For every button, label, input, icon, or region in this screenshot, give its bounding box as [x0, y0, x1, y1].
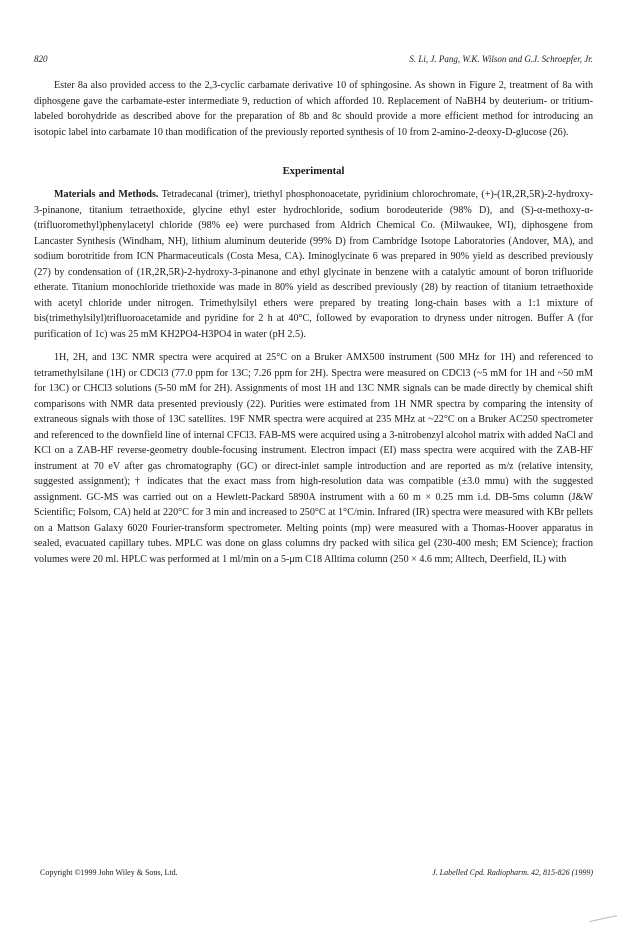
materials-runin-heading: Materials and Methods. — [54, 189, 159, 200]
materials-text: Tetradecanal (trimer), triethyl phosphonoacetate, pyridinium chlorochromate, (+)-(1R,2R,5R)-2-hydroxy-3-pinanone, titanium tetraethoxide, glycine ethyl ester hydrochloride, sodium borodeuteride (98% D), and (S)-α-methoxy-α-(trifluoromethyl)phenylacetyl chloride (98% ee) were purchased from Aldrich Chemical Co. (Milwaukee, WI), diphosgene from Lancaster Synthesis (Windham, NH), lithium aluminum deuteride (99% D) from Cambridge Isotope Laboratories (Andover, MA), and sodium borotritide from ICN Pharmaceuticals (Costa Mesa, CA). Iminoglycinate 6 was prepared in 90% yield as described previously (27) by condensation of (1R,2R,5R)-2-hydroxy-3-pinanone and ethyl glycinate in benzene with a catalytic amount of boron trifluoride etherate. Titanium monochloride triethoxide was made in 80% yield as described previously (28) by reaction of titanium tetraethoxide with acetyl chloride under nitrogen. Trimethylsilyl ethers were prepared by treating long-chain bases with a 1:1 mixture of bis(trimethylsilyl)trifluoroacetamide and pyridine for 2 h at 40°C, followed by evaporation to dryness under nitrogen. Buffer A (for purification of 1c) was 25 mM KH2PO4-H3PO4 in water (pH 2.5). — [34, 189, 593, 340]
page-number: 820 — [34, 54, 48, 64]
journal-citation: J. Labelled Cpd. Radiopharm. 42, 815-826 (1999) — [432, 868, 593, 877]
nmr-paragraph: 1H, 2H, and 13C NMR spectra were acquired at 25°C on a Bruker AMX500 instrument (500 MHz for 1H) and referenced to tetramethylsilane (1H) or CDCl3 (77.0 ppm for 13C; 7.26 ppm for 2H). Spectra were measured on CDCl3 (~5 mM for 1H and ~50 mM for 13C) or CHCl3 solutions (5-50 mM for 2H). Assignments of most 1H and 13C NMR signals can be made directly by chemical shift comparisons with NMR data presented previously (22). Purities were estimated from 1H NMR spectra by comparing the intensity of extraneous signals with those of 13C satellites. 19F NMR spectra were acquired at 235 MHz at ~22°C on a Bruker AC250 spectrometer and referenced to the downfield line of internal CFCl3. FAB-MS were acquired using a 3-nitrobenzyl alcohol matrix with added NaCl and KCl on a ZAB-HF reverse-geometry double-focusing instrument. Electron impact (EI) mass spectra were acquired with the ZAB-HF instrument at 70 eV after gas chromatography (GC) or direct-inlet sample introduction and are reported as m/z (relative intensity, suggested assignment); † indicates that the exact mass from high-resolution data was compatible (±3.0 mmu) with the suggested assignment. GC-MS was carried out on a Hewlett-Packard 5890A instrument with a 60 m × 0.25 mm i.d. DB-5ms column (J&W Scientific; Folsom, CA) held at 220°C for 3 min and increased to 250°C at 1°C/min. Infrared (IR) spectra were measured with KBr pellets on a Mattson Galaxy 6020 Fourier-transform spectrometer. Melting points (mp) were measured with a Thomas-Hoover apparatus in sealed, evacuated capillary tubes. MPLC was done on glass columns dry packed with silica gel (230-400 mesh; EM Science); fraction volumes were 20 ml. HPLC was performed at 1 ml/min on a 5-μm C18 Alltima column (250 × 4.6 mm; Alltech, Deerfield, IL) with — [34, 352, 593, 565]
materials-paragraph — [34, 187, 593, 342]
running-header — [34, 54, 593, 68]
article-body — [34, 78, 593, 575]
copyright-notice: Copyright ©1999 John Wiley & Sons, Ltd. — [40, 868, 178, 877]
scan-artifact-mark — [590, 915, 619, 928]
section-heading-experimental: Experimental — [282, 166, 345, 177]
running-authors: S. Li, J. Pang, W.K. Wilson and G.J. Schroepfer, Jr. — [409, 54, 593, 64]
intro-paragraph: Ester 8a also provided access to the 2,3-cyclic carbamate derivative 10 of sphingosine. As shown in Figure 2, treatment of 8a with diphosgene gave the carbamate-ester intermediate 9, reduction of which afforded 10. Replacement of NaBH4 by deuterium- or tritium-labeled borohydride as described above for the preparation of 8b and 8c should provide a more efficient method for introducing an isotopic label into carbamate 10 than modification of the previously reported synthesis of 10 from 2-amino-2-deoxy-D-glucose (26). — [34, 80, 593, 138]
